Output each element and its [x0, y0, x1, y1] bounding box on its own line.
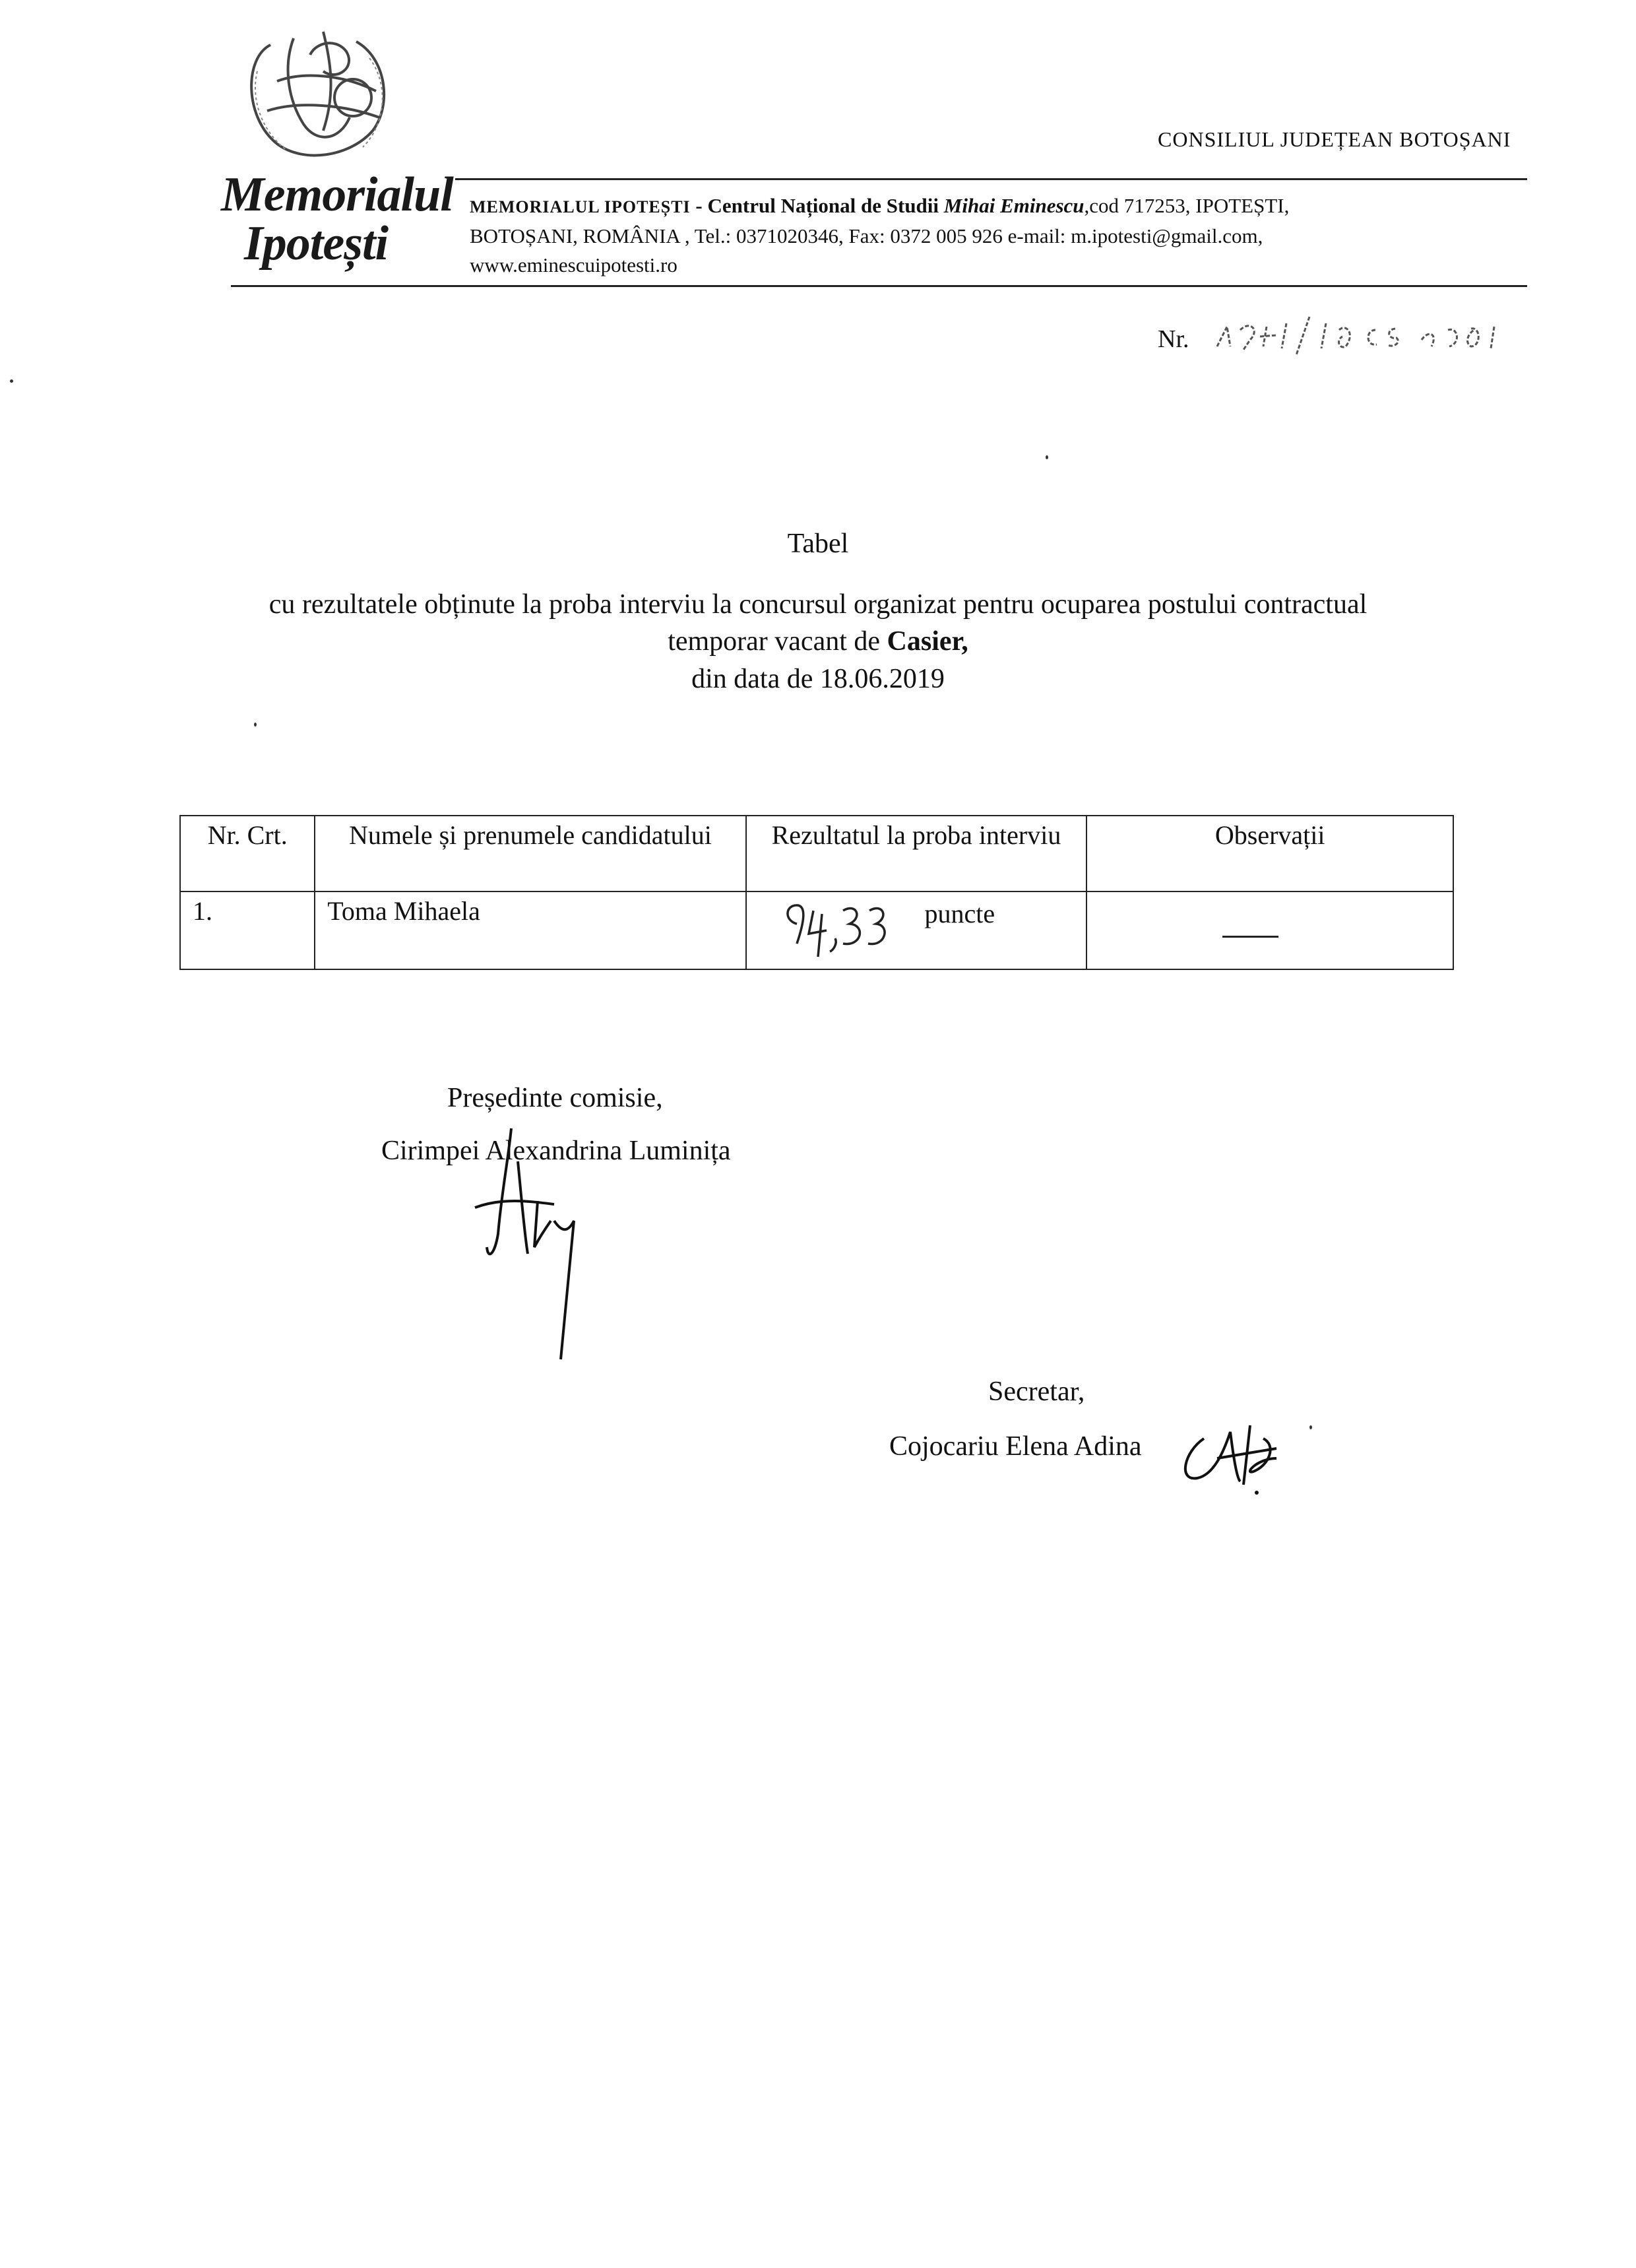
header-interview-result: Rezultatul la proba interviu	[746, 816, 1087, 891]
president-role: Președinte comisie,	[447, 1083, 663, 1113]
header-divider-top	[455, 178, 1527, 180]
subtitle-prefix: temporar vacant de	[668, 626, 887, 657]
scan-speck	[10, 379, 13, 383]
secretary-role: Secretar,	[988, 1377, 1085, 1407]
document-subtitle-line-2	[0, 626, 1636, 657]
header-nr-crt: Nr. Crt.	[180, 816, 315, 891]
institution-address-block	[470, 191, 1525, 280]
institution-eponym: Mihai Eminescu	[943, 194, 1085, 217]
secretary-name: Cojocariu Elena Adina	[889, 1431, 1142, 1462]
scan-speck	[1046, 455, 1048, 459]
institution-address-1: ,cod 717253, IPOTEȘTI,	[1084, 194, 1290, 217]
header-observations: Observații	[1086, 816, 1453, 891]
institution-name: MEMORIALUL IPOTEȘTI	[470, 197, 691, 216]
table-header-row	[180, 816, 1453, 891]
handwritten-score-value: 94,33	[776, 897, 778, 898]
institution-website: www.eminescuipotesti.ro	[470, 253, 677, 276]
scan-speck	[254, 723, 257, 727]
council-name: CONSILIUL JUDEȚEAN BOTOȘANI	[1158, 127, 1511, 151]
header-divider-bottom	[231, 285, 1527, 287]
registration-label: Nr.	[1158, 325, 1189, 353]
memorial-logo-emblem	[231, 18, 402, 170]
handwritten-score	[777, 897, 889, 960]
document-title: Tabel	[787, 529, 849, 559]
table-row	[180, 891, 1453, 969]
document-subtitle-line-1: cu rezultatele obținute la proba interviu la concursul organizat pentru ocuparea postului contractual	[268, 589, 1368, 620]
logo-text-ipotesti: Ipotești	[244, 216, 389, 271]
secretary-signature	[1178, 1419, 1290, 1498]
cell-candidate-name: Toma Mihaela	[315, 891, 745, 969]
cell-score	[746, 891, 1087, 969]
observations-dash	[1222, 936, 1278, 938]
position-name: Casier,	[887, 626, 968, 657]
president-signature	[462, 1122, 594, 1366]
institution-center-name: Centrul Național de Studii	[707, 194, 944, 217]
logo-text-memorialul: Memorialul	[221, 168, 453, 222]
institution-address-2: BOTOȘANI, ROMÂNIA , Tel.: 0371020346, Fax: 0372 005 926 e-mail: m.ipotesti@gmail.com,	[470, 224, 1263, 247]
cell-observations	[1086, 891, 1453, 969]
scan-speck	[1309, 1425, 1312, 1429]
registration-handwritten-stamp	[1204, 310, 1573, 356]
document-date-line: din data de 18.06.2019	[691, 664, 945, 694]
president-name: Cirimpei Alexandrina Luminița	[381, 1136, 731, 1166]
results-table	[179, 815, 1454, 970]
cell-nr: 1.	[180, 891, 315, 969]
header-candidate-name: Numele și prenumele candidatului	[315, 816, 745, 891]
institution-separator: -	[690, 194, 708, 217]
score-unit: puncte	[924, 899, 995, 928]
